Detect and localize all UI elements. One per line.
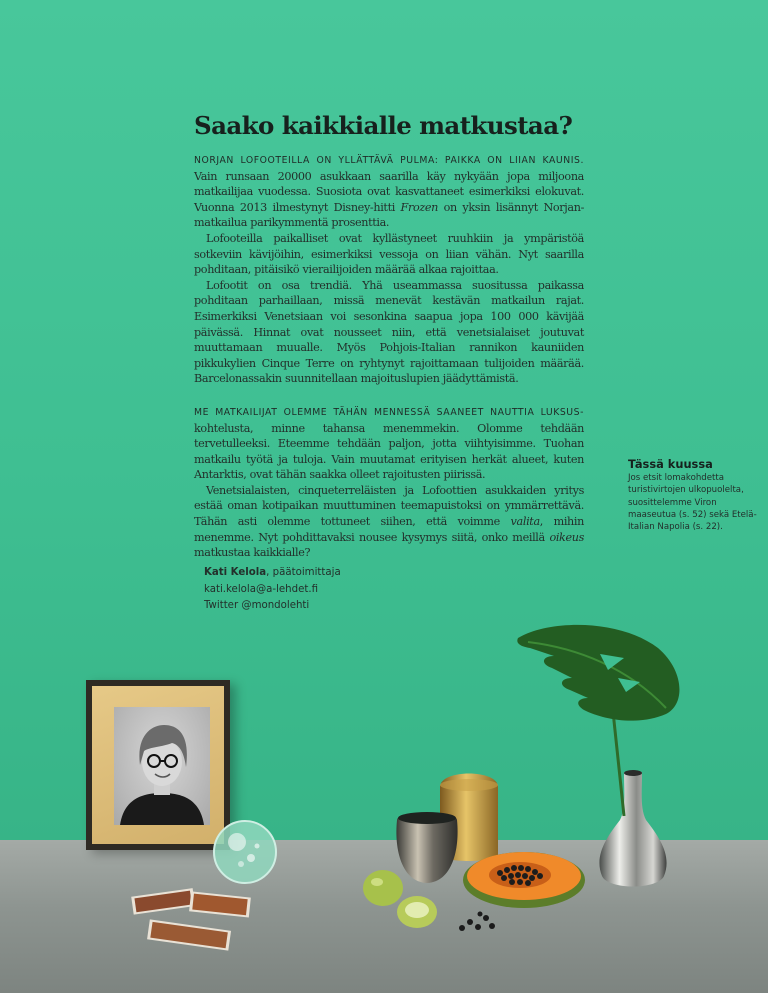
glass-paperweight-icon: [211, 818, 279, 886]
author-twitter[interactable]: Twitter @mondolehti: [204, 600, 310, 611]
frame-mat: [92, 686, 224, 844]
paragraph-4: ME MATKAILIJAT OLEMME TÄHÄN MENNESSÄ SAANEET NAUTTIA LUKSUS-kohtelusta, minne tahansa menemmekin. Olomme tehdään tervetulleeksi. Eteemme tehdään paljon, jotta viihtyisimme. Tuohan matkailu työtä ja tuloja. Vain muutamat erityisen herkät alueet, kuten Antarktis, ovat tähän saakka olleet rajoitusten piirissä.: [194, 406, 584, 482]
author-role: , päätoimittaja: [266, 567, 341, 578]
photo-cards-icon: [126, 886, 256, 952]
lead-in: ME MATKAILIJAT OLEMME TÄHÄN MENNESSÄ SAANEET NAUTTIA LUKSUS-: [194, 406, 584, 418]
sidebar-title: Tässä kuussa: [628, 457, 713, 471]
signature-name-line: [204, 565, 341, 582]
paragraph-2: Lofooteilla paikalliset ovat kyllästyneet ruuhkiin ja ympäristöä sotkeviin kävijöihin, esimerkiksi vessoja on liian vähän. Nyt saarilla pohditaan, pitäisikö vierailijoiden määrää alkaa rajoittaa.: [194, 231, 584, 277]
paragraph-5: Venetsialaisten, cinqueterreläisten ja Lofoottien asukkaiden yritys estää oman kotipaikan muuttuminen teemapuistoksi on ymmärrettävä. Tähän asti olemme tottuneet siihen, että voimme valita, mihin menemme. Nyt pohdittavaksi nousee kysymys siitä, onko meillä oikeus matkustaa kaikkialle?: [194, 483, 584, 560]
signature-block: [204, 565, 341, 615]
photo-frame: [86, 680, 230, 850]
papaya-half-icon: [462, 846, 588, 910]
lime-icon: [395, 894, 439, 930]
page-title: Saako kaikkialle matkustaa?: [194, 111, 573, 140]
author-name: Kati Kelola: [204, 567, 267, 578]
portrait-photo-icon: [114, 707, 210, 825]
author-email[interactable]: kati.kelola@a-lehdet.fi: [204, 583, 319, 595]
sidebar-text: Jos etsit lomakohdetta turistivirtojen ulkopuolelta, suosittelemme Viron maaseutua (s. 52) sekä Etelä-Italian Napolia (s. 22).: [628, 473, 757, 533]
seeds-icon: [456, 908, 502, 934]
lead-in: NORJAN LOFOOTEILLA ON YLLÄTTÄVÄ PULMA: PAIKKA ON LIIAN KAUNIS.: [194, 155, 584, 166]
article-body: [194, 152, 584, 561]
paragraph-1: NORJAN LOFOOTEILLA ON YLLÄTTÄVÄ PULMA: PAIKKA ON LIIAN KAUNIS. Vain runsaan 20000 asukkaan saarilla käy nykyään jopa miljoona matkailijaa vuodessa. Suosiota ovat kasvattaneet esimerkiksi elokuvat. Vuonna 2013 ilmestynyt Disney-hitti Frozen on yksin lisännyt Norjan-matkailua parikymmentä prosenttia.: [194, 155, 584, 230]
paragraph-3: Lofootit on osa trendiä. Yhä useammassa suositussa paikassa pohditaan parhaillaan, missä menevät kestävän matkailun rajat. Esimerkiksi Venetsiaan voi sesonkina saapua jopa 100 000 kävijää päivässä. Hinnat ovat nousseet niin, että venetsialaiset joutuvat muuttamaan muualle. Myös Pohjois-Italian rannikon kauniiden pikkukylien Cinque Terre on ryhtynyt rajoittamaan tulijoiden määrää. Barcelonassakin suunnitellaan majoituslupien jäädyttämistä.: [194, 278, 584, 386]
monstera-leaf-icon: [508, 618, 686, 824]
sidebar-box: [628, 457, 768, 533]
